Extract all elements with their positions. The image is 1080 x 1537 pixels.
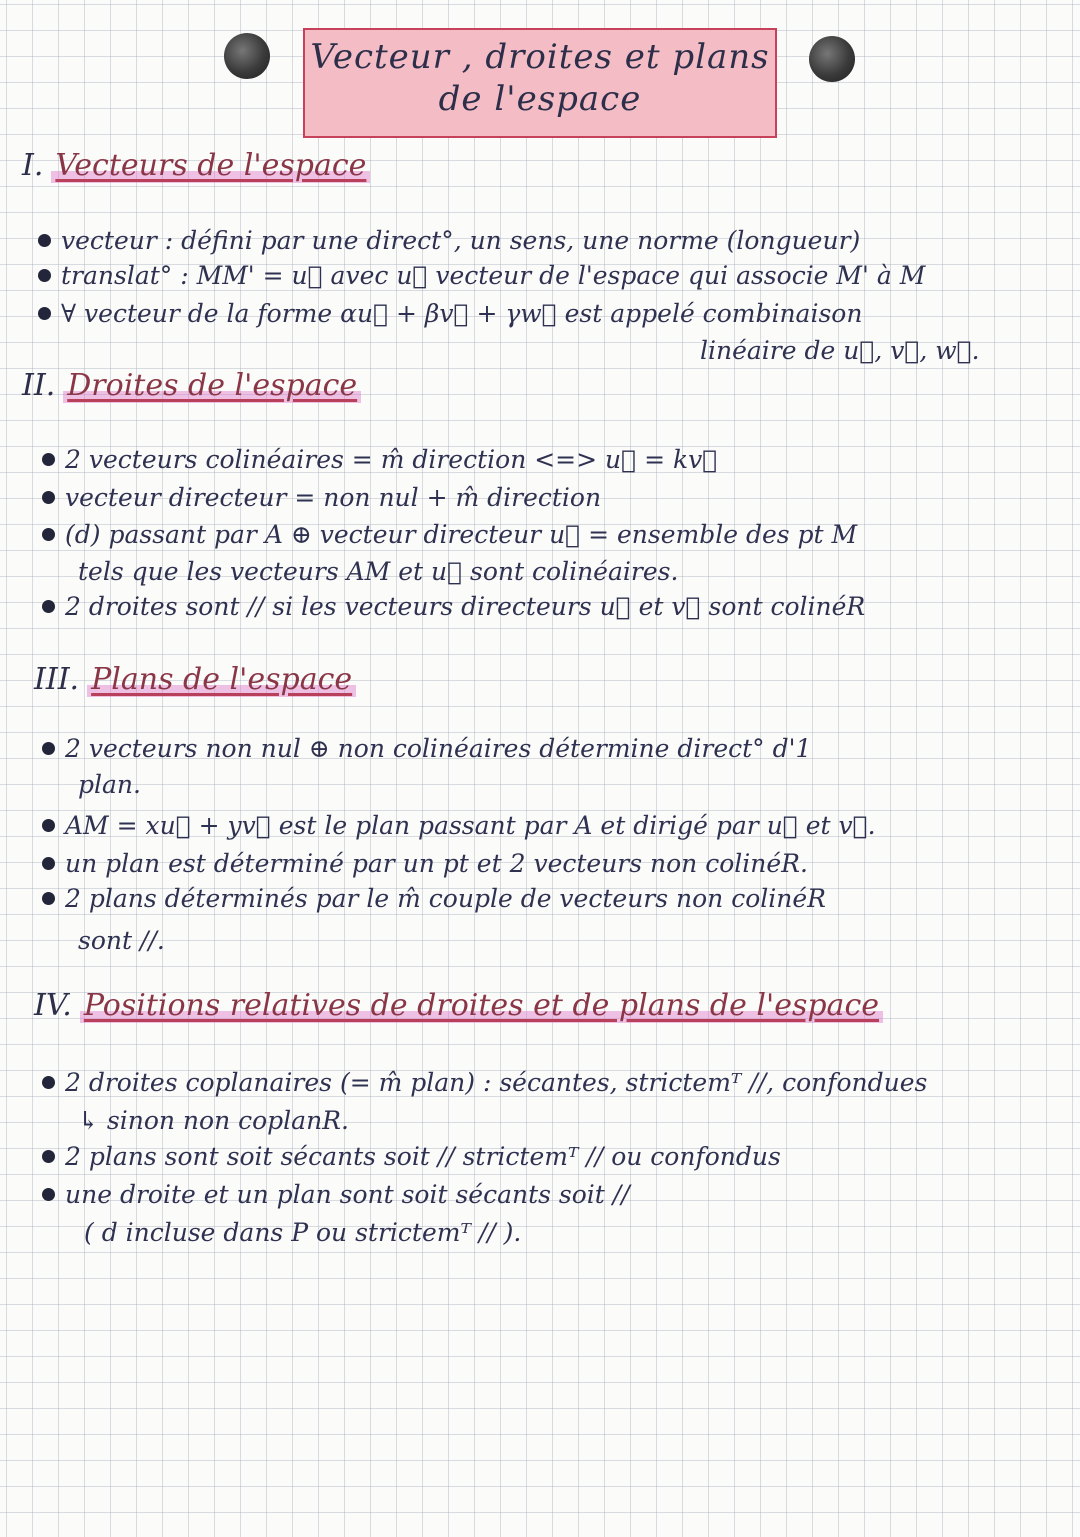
section-3-number: III. bbox=[34, 662, 80, 697]
bullet-icon bbox=[38, 307, 51, 320]
bullet-icon bbox=[42, 1188, 55, 1201]
section-3-heading bbox=[34, 662, 356, 698]
section-1-line-2: translat° : MM' = u⃗ avec u⃗ vecteur de l'espace qui associe M' à M bbox=[38, 261, 925, 291]
bullet-icon bbox=[38, 269, 51, 282]
section-4-line-4: une droite et un plan sont soit sécants soit // bbox=[42, 1180, 630, 1210]
bullet-icon bbox=[42, 857, 55, 870]
section-2-heading bbox=[22, 368, 361, 404]
section-3-line-6: sont //. bbox=[78, 926, 165, 955]
section-4-number: IV. bbox=[34, 988, 72, 1023]
bullet-icon bbox=[42, 1076, 55, 1089]
section-2-line-4: tels que les vecteurs AM et u⃗ sont colinéaires. bbox=[78, 557, 679, 586]
binder-hole-left bbox=[224, 33, 270, 79]
section-1-line-1: vecteur : défini par une direct°, un sens, une norme (longueur) bbox=[38, 226, 860, 256]
section-4-line-5: ( d incluse dans P ou strictemᵀ // ). bbox=[84, 1218, 522, 1247]
section-2-line-2: vecteur directeur = non nul + m̂ direction bbox=[42, 483, 601, 513]
section-2-line-3: (d) passant par A ⊕ vecteur directeur u⃗ = ensemble des pt M bbox=[42, 520, 857, 550]
bullet-icon bbox=[42, 600, 55, 613]
section-1-title: Vecteurs de l'espace bbox=[51, 148, 370, 183]
bullet-icon bbox=[38, 234, 51, 247]
section-3-line-3: AM = xu⃗ + yv⃗ est le plan passant par A et dirigé par u⃗ et v⃗. bbox=[42, 811, 876, 841]
section-1-number: I. bbox=[22, 148, 44, 183]
section-2-title: Droites de l'espace bbox=[63, 368, 361, 403]
section-3-title: Plans de l'espace bbox=[87, 662, 356, 697]
section-1-heading bbox=[22, 148, 370, 184]
bullet-icon bbox=[42, 528, 55, 541]
section-3-line-5: 2 plans déterminés par le m̂ couple de vecteurs non colinéR bbox=[42, 884, 826, 914]
section-2-number: II. bbox=[22, 368, 56, 403]
section-4-title: Positions relatives de droites et de plans de l'espace bbox=[80, 988, 883, 1023]
binder-hole-right bbox=[809, 36, 855, 82]
title-line-2: de l'espace bbox=[438, 79, 642, 119]
section-4-line-1: 2 droites coplanaires (= m̂ plan) : sécantes, strictemᵀ //, confondues bbox=[42, 1068, 927, 1098]
section-2-line-5: 2 droites sont // si les vecteurs directeurs u⃗ et v⃗ sont colinéR bbox=[42, 592, 865, 622]
bullet-icon bbox=[42, 491, 55, 504]
section-3-line-2: plan. bbox=[78, 770, 141, 799]
bullet-icon bbox=[42, 1150, 55, 1163]
section-1-line-4: linéaire de u⃗, v⃗, w⃗. bbox=[700, 336, 980, 365]
section-4-heading bbox=[34, 988, 883, 1024]
bullet-icon bbox=[42, 819, 55, 832]
title-line-1: Vecteur , droites et plans bbox=[310, 37, 770, 77]
section-1-line-3: ∀ vecteur de la forme αu⃗ + βv⃗ + γw⃗ est appelé combinaison bbox=[38, 299, 862, 329]
bullet-icon bbox=[42, 892, 55, 905]
bullet-icon bbox=[42, 453, 55, 466]
section-4-line-2: ↳ sinon non coplanR. bbox=[78, 1106, 349, 1135]
title-box bbox=[303, 28, 777, 138]
section-2-line-1: 2 vecteurs colinéaires = m̂ direction <=> u⃗ = kv⃗ bbox=[42, 445, 717, 475]
section-3-line-1: 2 vecteurs non nul ⊕ non colinéaires détermine direct° d'1 bbox=[42, 734, 811, 764]
bullet-icon bbox=[42, 742, 55, 755]
section-3-line-4: un plan est déterminé par un pt et 2 vecteurs non colinéR. bbox=[42, 849, 808, 879]
section-4-line-3: 2 plans sont soit sécants soit // strictemᵀ // ou confondus bbox=[42, 1142, 781, 1172]
